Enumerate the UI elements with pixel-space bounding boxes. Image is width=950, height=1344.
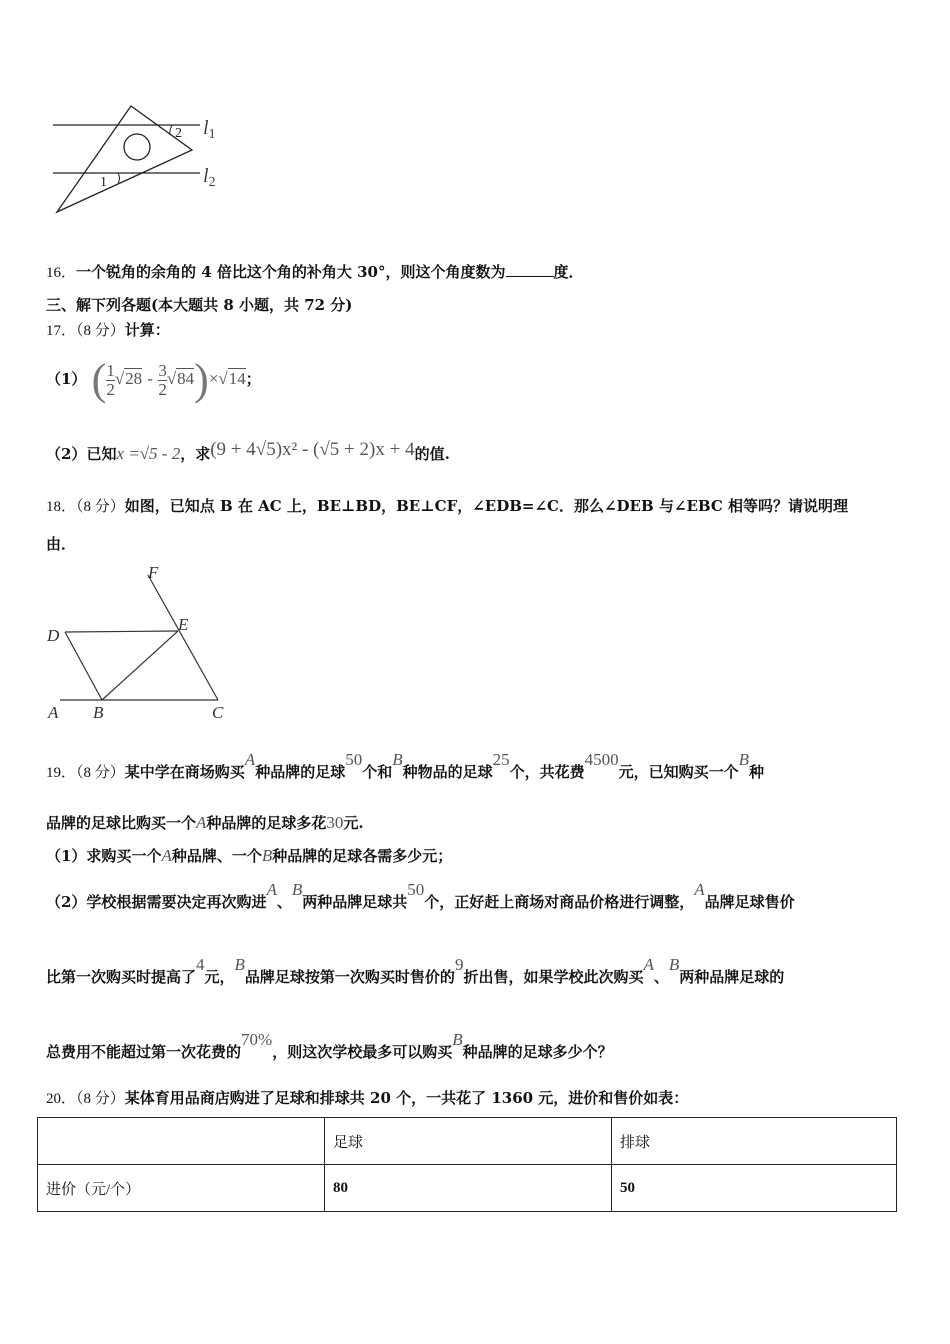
table-row — [38, 1165, 897, 1212]
point-B-label: B — [93, 703, 104, 722]
point-A-label: A — [48, 703, 59, 722]
question-17-part-2: （2）已知x =√5 - 2，求(9 + 4√5)x² - (√5 + 2)x + 4的值. — [46, 439, 450, 463]
line-l2-label: $l_2$ — [203, 165, 216, 190]
table-cell: 进价（元/个） — [38, 1165, 325, 1212]
point-D-label: D — [47, 626, 60, 645]
price-table — [37, 1117, 897, 1212]
question-17: 17．（8 分）计算： — [46, 321, 170, 339]
point-C-label: C — [212, 703, 224, 722]
line-l1-label: $l_1$ — [203, 117, 216, 142]
section-3-heading: 三、解下列各题(本大题共 8 小题，共 72 分) — [46, 296, 353, 314]
question-20: 20．（8 分）某体育用品商店购进了足球和排球共 20 个，一共花了 1360 元，进价和售价如表： — [46, 1089, 689, 1107]
fraction: $\frac{3}{2}$ — [158, 360, 167, 399]
question-16: 16．一个锐角的余角的 4 倍比这个角的补角大 30°，则这个角度数为 度． — [46, 263, 584, 281]
table-header-cell — [38, 1118, 325, 1165]
question-19: 19．（8 分）某中学在商场购买A种品牌的足球50个和B种物品的足球25个，共花费4500元，已知购买一个B种 — [46, 750, 765, 781]
question-19-part-2-line-3: 总费用不能超过第一次花费的70%，则这次学校最多可以购买B种品牌的足球多少个？ — [46, 1030, 613, 1061]
answer-blank[interactable] — [506, 262, 554, 277]
question-18: 18．（8 分）如图，已知点 B 在 AC 上，BE⊥BD，BE⊥CF，∠EDB=∠C．那么∠DEB 与∠EBC 相等吗？请说明理 — [46, 497, 849, 515]
table-header-row — [38, 1118, 897, 1165]
angle-1-label: 1 — [100, 175, 107, 190]
angle-2-label: 2 — [175, 126, 182, 141]
table-cell: 50 — [612, 1165, 897, 1212]
question-17-part-1: （1） ( $\frac{1}{2}$ √28 - $\frac{3}{2}$ √84)×√14； — [46, 355, 261, 404]
question-19-part-1: （1）求购买一个A种品牌、一个B种品牌的足球各需多少元； — [46, 846, 453, 865]
point-E-label: E — [178, 615, 189, 634]
table-cell: 80 — [325, 1165, 612, 1212]
fraction: $\frac{1}{2}$ — [106, 360, 115, 399]
table-header-cell: 足球 — [325, 1118, 612, 1165]
point-F-label: F — [148, 563, 159, 582]
question-18-continued: 由． — [46, 535, 77, 553]
figure-parallel-lines-triangle — [40, 95, 240, 225]
figure-q18-geometry — [40, 560, 240, 730]
question-19-part-2-line-2: 比第一次购买时提高了4元，B品牌足球按第一次购买时售价的9折出售，如果学校此次购买A、B两种品牌足球的 — [46, 955, 785, 986]
table-header-cell: 排球 — [612, 1118, 897, 1165]
question-19-part-2: （2）学校根据需要决定再次购进A、B两种品牌足球共50个，正好赶上商场对商品价格进行调整，A品牌足球售价 — [46, 880, 795, 911]
question-19-line-2: 品牌的足球比购买一个A种品牌的足球多花30元. — [46, 813, 364, 832]
